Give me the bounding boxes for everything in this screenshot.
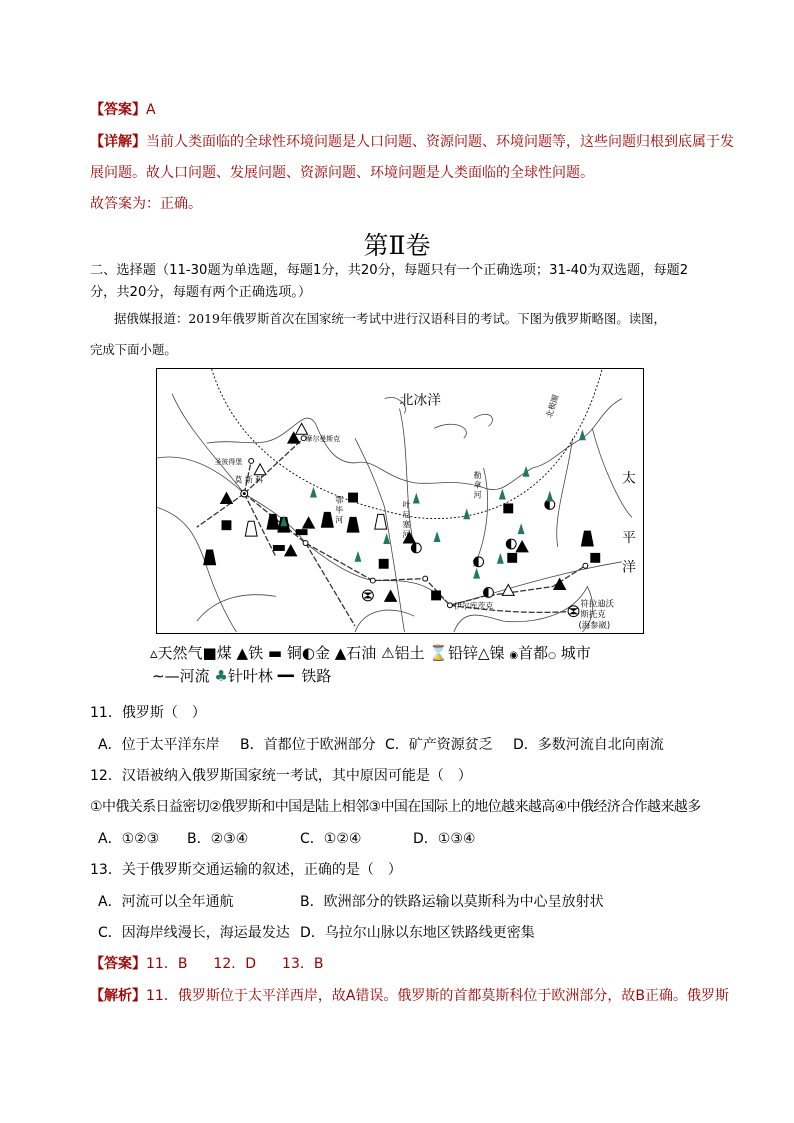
gas-icon: ▵ <box>150 644 158 662</box>
q13-option-b[interactable]: B．欧洲部分的铁路运输以莫斯科为中心呈放射状 <box>300 894 604 910</box>
analysis-text: 11．俄罗斯位于太平洋西岸，故A错误。俄罗斯的首都莫斯科位于欧洲部分，故B正确。俄罗斯 <box>146 988 729 1004</box>
analysis-line <box>90 987 729 1005</box>
iron-icon <box>221 493 233 504</box>
forest-icon <box>355 551 362 562</box>
forest-icon <box>523 466 530 477</box>
city-icon: ○ <box>548 651 556 661</box>
analysis-tag: 【解析】 <box>90 988 146 1004</box>
legend-oil: 石油 <box>346 644 377 662</box>
label-river-ob: 河 <box>335 515 344 525</box>
map-svg <box>157 369 642 632</box>
detail-tag: 【详解】 <box>90 134 146 150</box>
capital-icon: ◉ <box>509 650 519 661</box>
legend-iron: 铁 <box>248 644 264 662</box>
detail-line-3: 故答案为：正确。 <box>90 196 202 212</box>
intro-line-1: 据俄媒报道：2019年俄罗斯首次在国家统一考试中进行汉语科目的考试。下图为俄罗斯略图。读图， <box>114 311 666 326</box>
section-title: 第Ⅱ卷 <box>363 231 431 260</box>
answer-13: 13．B <box>282 956 324 972</box>
label-river-yenisei: 河 <box>402 530 411 540</box>
label-st-petersburg: 圣彼得堡 <box>214 457 243 466</box>
coal-icon <box>507 553 517 563</box>
coal-icon <box>590 553 600 563</box>
q12-stem: 12．汉语被纳入俄罗斯国家统一考试，其中原因可能是（ ） <box>90 768 472 784</box>
legend-gold: 金 <box>314 644 330 662</box>
map-labels <box>215 393 636 630</box>
forest-icon <box>310 487 317 498</box>
legend-gas: 天然气 <box>157 644 203 662</box>
coal-icon <box>348 493 358 503</box>
arctic-circle <box>212 369 603 519</box>
label-vladivostok: 符拉迪沃 <box>580 598 615 609</box>
label-pacific-3: 洋 <box>621 559 636 576</box>
label-vladivostok-2: 斯托克 <box>580 609 606 620</box>
oil-icon <box>321 512 333 527</box>
label-river-lena: 拿 <box>473 480 482 490</box>
forest-icon: ♣ <box>214 667 228 685</box>
coal-icon: ■ <box>202 644 217 662</box>
forest-icon <box>499 489 506 500</box>
q11-stem: 11．俄罗斯（ ） <box>90 705 206 721</box>
q13-option-c[interactable]: C．因海岸线漫长，海运最发达 <box>98 925 290 941</box>
iron-icon <box>285 545 297 556</box>
answer-line-2 <box>90 955 323 973</box>
label-pacific-2: 平 <box>621 530 636 547</box>
q12-option-d[interactable]: D．①③④ <box>413 831 476 847</box>
detail-line-2: 展问题。故人口问题、发展问题、资源问题、环境问题是人类面临的全球性问题。 <box>90 165 594 181</box>
q11-option-b[interactable]: B．首都位于欧洲部分 <box>240 737 376 753</box>
legend-capital: 首都 <box>518 644 549 662</box>
label-irkutsk: 伊尔库茨克 <box>453 601 494 611</box>
q12-option-c[interactable]: C．①②④ <box>300 831 362 847</box>
answer-tag: 【答案】 <box>90 956 146 972</box>
gold-icon-half <box>506 539 511 549</box>
legend-row-2: ∼—河流 ♣针叶林 ━━ 铁路 <box>152 667 332 685</box>
capital-icon-dot <box>243 492 246 495</box>
coal-icon <box>379 559 389 569</box>
legend-copper: 铜 <box>286 644 302 662</box>
oil-icon: ▲ <box>334 644 347 662</box>
label-river-ob: 鄂 <box>335 495 344 505</box>
legend-row-1 <box>150 642 591 663</box>
q11-option-c[interactable]: C．矿产资源贫乏 <box>385 737 493 753</box>
forest-icon <box>546 491 553 502</box>
oil-icon <box>581 531 593 546</box>
russia-map <box>156 368 644 634</box>
legend-bauxite: 铝土 <box>394 644 425 662</box>
copper-icon <box>273 545 285 551</box>
q13-option-a[interactable]: A．河流可以全年通航 <box>98 894 234 910</box>
label-vladivostok-3: (海参崴) <box>578 620 611 631</box>
coal-icon <box>503 503 513 513</box>
legend-railway: 铁路 <box>301 667 332 685</box>
legend-city: 城市 <box>560 644 591 662</box>
oil-icon <box>347 517 359 532</box>
q12-option-a[interactable]: A．①②③ <box>98 831 160 847</box>
answer-tag: 【答案】 <box>90 102 146 118</box>
instructions-line-1: 二、选择题（11-30题为单选题，每题1分，共20分，每题只有一个正确选项；31-40为双选题，每题2 <box>90 263 689 278</box>
legend-forest: 针叶林 <box>227 667 273 685</box>
forest-icon <box>518 523 525 534</box>
label-river-yenisei: 尼 <box>402 510 411 520</box>
q13-stem: 13．关于俄罗斯交通运输的叙述，正确的是（ ） <box>90 862 402 878</box>
intro-line-2: 完成下面小题。 <box>90 342 177 357</box>
iron-icon: ▲ <box>236 644 249 662</box>
railway-icon: ━━ <box>277 667 292 685</box>
label-river-yenisei: 塞 <box>402 520 411 530</box>
answer-12: 12．D <box>213 956 257 972</box>
city-icon <box>303 541 308 546</box>
label-river-ob: 毕 <box>335 505 344 515</box>
bauxite-icon: ⚠ <box>381 644 395 662</box>
oil-icon <box>204 550 216 565</box>
q12-option-b[interactable]: B．②③④ <box>187 831 249 847</box>
answer-value: A <box>146 102 156 118</box>
coal-icon <box>222 520 232 530</box>
coal-icon <box>431 590 441 600</box>
instructions-line-2: 分，共20分，每题有两个正确选项。） <box>90 285 312 300</box>
forest-icon <box>463 508 470 519</box>
label-arctic-circle: 北极圈 <box>544 393 561 419</box>
q11-option-d[interactable]: D．多数河流自北向南流 <box>513 737 664 753</box>
city-icon <box>423 576 428 581</box>
city-icon <box>447 603 452 608</box>
label-river-lena: 勒 <box>473 470 482 480</box>
iron-icon <box>303 517 315 528</box>
legend-nickel: 镍 <box>489 644 505 662</box>
forest-icon <box>497 553 504 564</box>
copper-icon <box>296 529 308 535</box>
iron-icon <box>516 541 528 552</box>
gas-icon <box>375 514 387 529</box>
label-arctic-ocean: 北冰洋 <box>399 392 441 409</box>
gold-icon-half <box>411 543 416 553</box>
forest-icon <box>579 429 586 440</box>
gas-icon <box>245 521 257 536</box>
label-moscow: 莫 斯 科 <box>234 475 264 485</box>
iron-icon <box>385 590 397 601</box>
leadzinc-icon: ⌛ <box>429 644 449 662</box>
q11-option-a[interactable]: A．位于太平洋东岸 <box>98 737 220 753</box>
city-icon <box>249 458 254 463</box>
oil-icon <box>267 514 279 529</box>
nickel-icon: △ <box>478 644 490 662</box>
river-icon: ∼ <box>152 667 165 685</box>
bauxite-icon <box>296 423 308 434</box>
forest-icon <box>413 493 420 504</box>
copper-icon: ▬ <box>267 644 283 662</box>
label-murmansk: 摩尔曼斯克 <box>305 435 341 444</box>
coastlines <box>157 394 632 632</box>
q13-option-d[interactable]: D．乌拉尔山脉以东地区铁路线更密集 <box>300 925 535 941</box>
q12-items: ①中俄关系日益密切②俄罗斯和中国是陆上相邻③中国在国际上的地位越来越高④中俄经济合作越来越多 <box>90 799 701 815</box>
bauxite-icon <box>254 464 266 475</box>
forest-icon <box>473 568 480 579</box>
detail-text: 当前人类面临的全球性环境问题是人口问题、资源问题、环境问题等，这些问题归根到底属于发 <box>146 134 734 150</box>
legend-coal: 煤 <box>216 644 232 662</box>
forest-icon <box>434 531 441 542</box>
legend-leadzinc: 铅锌 <box>448 644 479 662</box>
label-river-yenisei: 叶 <box>402 500 411 510</box>
label-pacific-1: 太 <box>621 470 636 487</box>
answer-line <box>90 101 156 119</box>
detail-line-1 <box>90 133 734 151</box>
label-river-lena: 河 <box>473 490 482 500</box>
gold-icon: ◐ <box>301 644 315 662</box>
city-icon <box>583 563 588 568</box>
answer-11: 11．B <box>146 956 188 972</box>
legend-river: 河流 <box>179 667 210 685</box>
city-icon <box>370 578 375 583</box>
